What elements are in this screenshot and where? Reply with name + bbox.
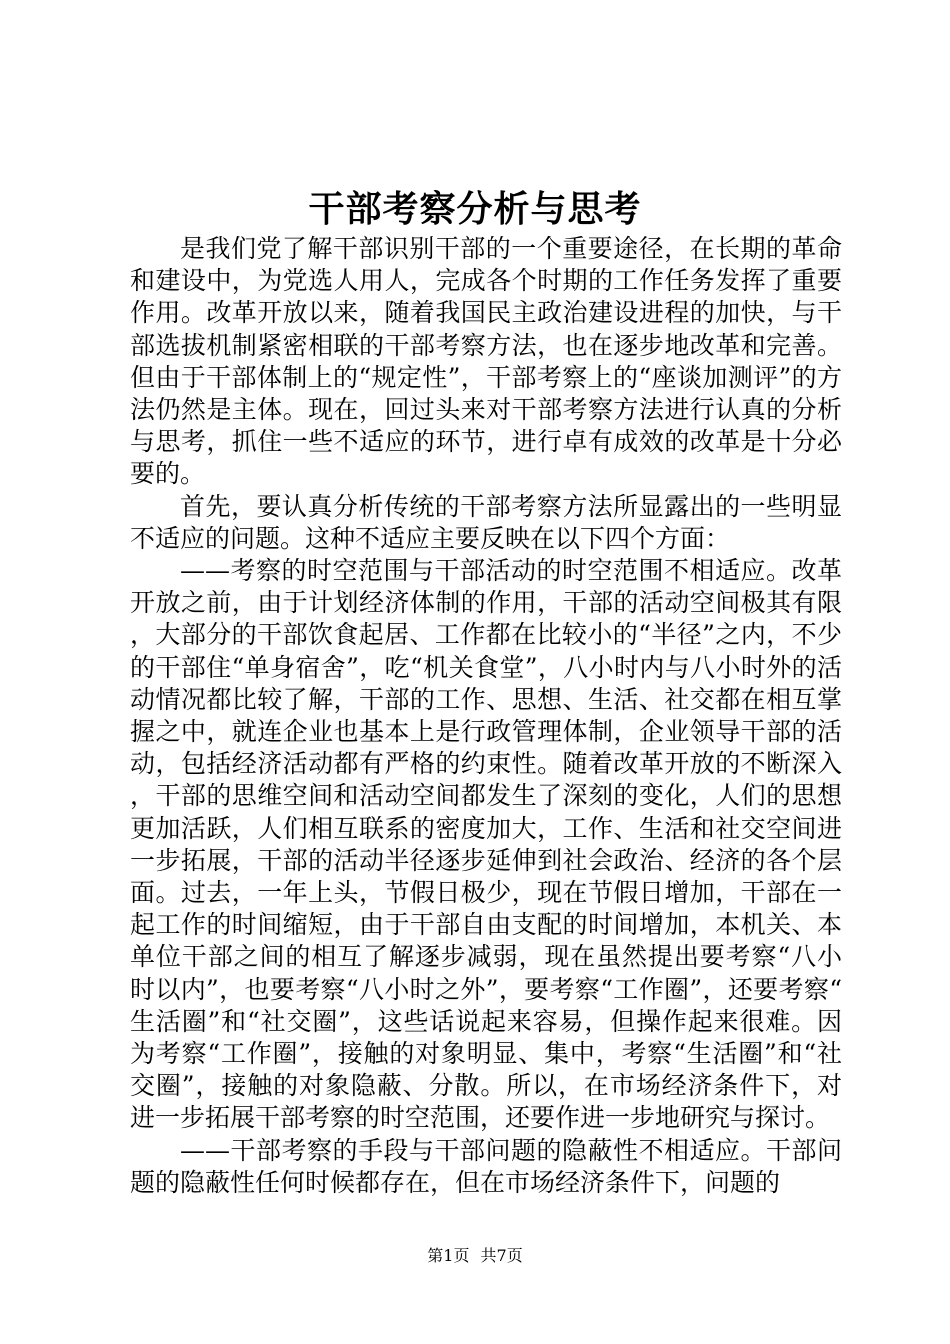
page-number: 第1页	[427, 1246, 470, 1265]
paragraph-intro: 是我们党了解干部识别干部的一个重要途径，在长期的革命和建设中，为党选人用人，完成各个时期的工作任务发挥了重要作用。改革开放以来，随着我国民主政治建设进程的加快，与干部选拔机制紧密相联的干部考察方法，也在逐步地改革和完善。但由于干部体制上的“规定性”，干部考察上的“座谈加测评”的方法仍然是主体。现在，回过头来对干部考察方法进行认真的分析与思考，抓住一些不适应的环节，进行卓有成效的改革是十分必要的。	[130, 234, 842, 489]
document-title: 干部考察分析与思考	[308, 188, 642, 230]
paragraph-concealment: ——干部考察的手段与干部问题的隐蔽性不相适应。干部问题的隐蔽性任何时候都存在，但在市场经济条件下，问题的	[130, 1135, 842, 1197]
page-total: 共7页	[480, 1246, 523, 1265]
paragraph-first-point: 首先，要认真分析传统的干部考察方法所显露出的一些明显不适应的问题。这种不适应主要反映在以下四个方面：	[130, 491, 842, 553]
page-footer	[0, 1245, 950, 1267]
paragraph-time-space-scope: ——考察的时空范围与干部活动的时空范围不相适应。改革开放之前，由于计划经济体制的作用，干部的活动空间极其有限，大部分的干部饮食起居、工作都在比较小的“半径”之内，不少的干部住“单身宿舍”，吃“机关食堂”，八小时内与八小时外的活动情况都比较了解，干部的工作、思想、生活、社交都在相互掌握之中，就连企业也基本上是行政管理体制，企业领导干部的活动，包括经济活动都有严格的约束性。随着改革开放的不断深入，干部的思维空间和活动空间都发生了深刻的变化，人们的思想更加活跃，人们相互联系的密度加大，工作、生活和社交空间进一步拓展，干部的活动半径逐步延伸到社会政治、经济的各个层面。过去，一年上头，节假日极少，现在节假日增加，干部在一起工作的时间缩短，由于干部自由支配的时间增加，本机关、本单位干部之间的相互了解逐步减弱，现在虽然提出要考察“八小时以内”，也要考察“八小时之外”，要考察“工作圈”，还要考察“生活圈”和“社交圈”，这些话说起来容易，但操作起来很难。因为考察“工作圈”，接触的对象明显、集中，考察“生活圈”和“社交圈”，接触的对象隐蔽、分散。所以，在市场经济条件下，对进一步拓展干部考察的时空范围，还要作进一步地研究与探讨。	[130, 556, 842, 1133]
document-body	[130, 233, 842, 1199]
